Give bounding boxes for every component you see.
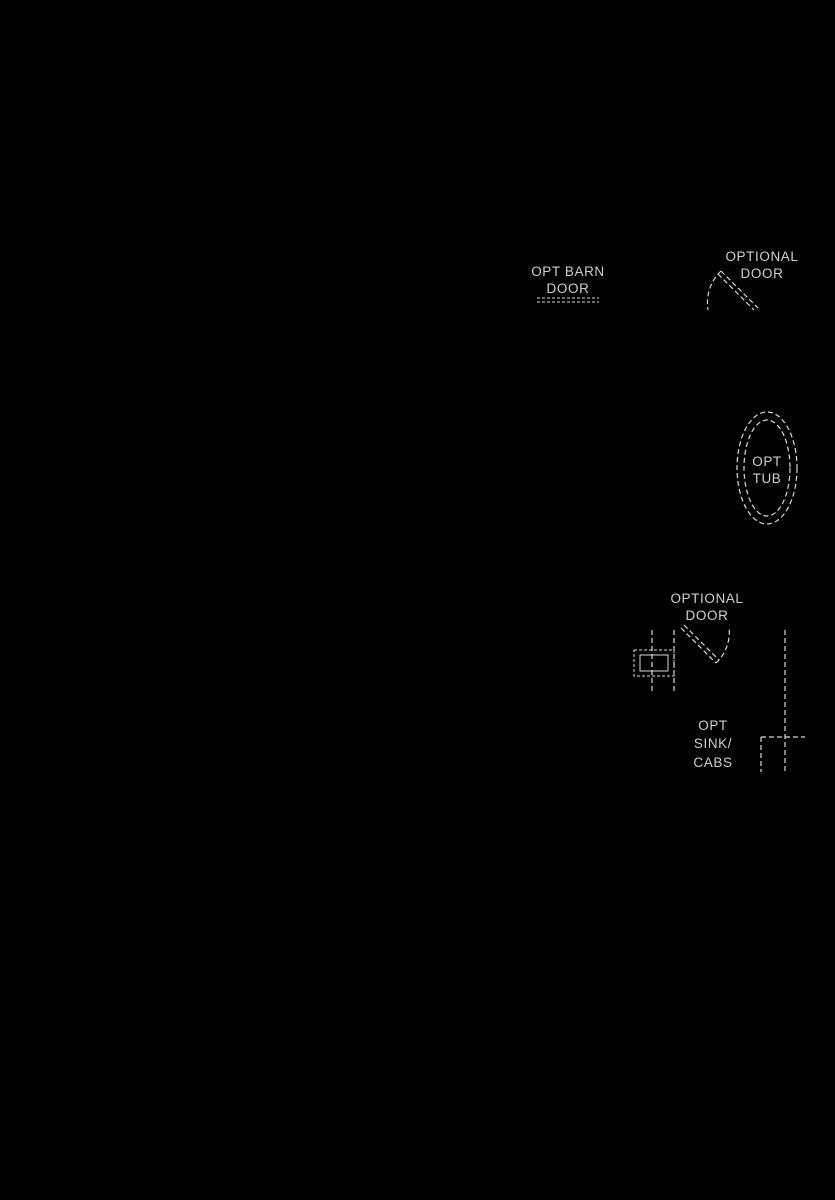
opt-barn-door-group bbox=[531, 264, 605, 302]
opt-sink-cabs-label-line3: CABS bbox=[693, 755, 733, 770]
opt-tub-group bbox=[737, 412, 797, 524]
opt-sink-cabs-group bbox=[693, 630, 805, 772]
opt-tub-label-line1: OPT bbox=[752, 454, 782, 469]
opt-tub-label-line2: TUB bbox=[752, 471, 782, 486]
opt-sink-cabs-label-line1: OPT bbox=[698, 718, 728, 733]
toilet-symbol bbox=[634, 650, 674, 676]
sink-cabinet-outline bbox=[761, 630, 805, 772]
optional-door-mid-group bbox=[652, 591, 744, 694]
optional-door-top-label-line2: DOOR bbox=[740, 266, 784, 281]
door-swing-mid bbox=[681, 625, 729, 663]
opt-barn-door-label-line2: DOOR bbox=[546, 281, 590, 296]
optional-door-mid-label-line1: OPTIONAL bbox=[670, 591, 744, 606]
toilet-inner bbox=[640, 655, 668, 671]
barn-door-track bbox=[537, 298, 599, 302]
opt-barn-door-label-line1: OPT BARN bbox=[531, 264, 605, 279]
optional-door-mid-label-line2: DOOR bbox=[685, 608, 729, 623]
optional-door-top-label-line1: OPTIONAL bbox=[725, 249, 799, 264]
opt-sink-cabs-label-line2: SINK/ bbox=[693, 736, 733, 751]
optional-door-top-group bbox=[707, 249, 798, 310]
